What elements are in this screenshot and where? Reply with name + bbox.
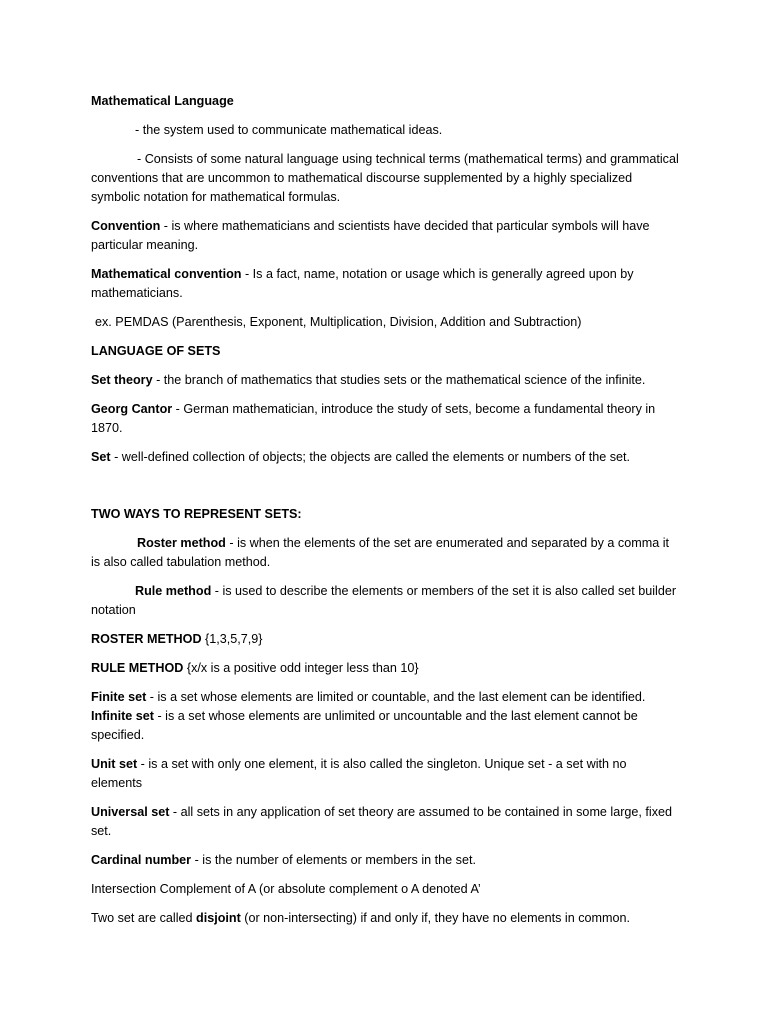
math-convention-paragraph: Mathematical convention - Is a fact, name, notation or usage which is generally agreed upon by mathematicians. xyxy=(91,267,634,300)
infinite-set-term: Infinite set xyxy=(91,709,154,723)
definition-system: - the system used to communicate mathematical ideas. xyxy=(135,123,443,137)
disjoint-paragraph: Two set are called disjoint (or non-intersecting) if and only if, they have no elements in common. xyxy=(91,911,630,925)
document-title: Mathematical Language xyxy=(91,94,234,108)
universal-set-term: Universal set xyxy=(91,805,170,819)
two-ways-heading: TWO WAYS TO REPRESENT SETS: xyxy=(91,507,302,521)
rule-paragraph: Rule method - is used to describe the elements or members of the set it is also called set builder notation xyxy=(91,584,677,617)
math-convention-term: Mathematical convention xyxy=(91,267,242,281)
pemdas-example: ex. PEMDAS (Parenthesis, Exponent, Multiplication, Division, Addition and Subtraction) xyxy=(95,315,582,329)
cantor-term: Georg Cantor xyxy=(91,402,173,416)
definition-consists: - Consists of some natural language using technical terms (mathematical terms) and grammatical conventions that are uncommon to mathematical discourse supplemented by a highly specialized symbolic notation for mathematical formulas. xyxy=(91,152,679,204)
convention-term: Convention xyxy=(91,219,161,233)
finite-set-paragraph: Finite set - is a set whose elements are limited or countable, and the last element can be identified. xyxy=(91,690,646,704)
intersection-paragraph: Intersection Complement of A (or absolute complement o A denoted A’ xyxy=(91,882,481,896)
cardinal-number-paragraph: Cardinal number - is the number of elements or members in the set. xyxy=(91,853,476,867)
universal-set-paragraph: Universal set - all sets in any application of set theory are assumed to be contained in some large, fixed set. xyxy=(91,805,673,838)
infinite-set-paragraph: Infinite set - is a set whose elements are unlimited or uncountable and the last element cannot be specified. xyxy=(91,709,638,742)
roster-example: ROSTER METHOD {1,3,5,7,9} xyxy=(91,632,263,646)
set-term: Set xyxy=(91,450,111,464)
set-theory-paragraph: Set theory - the branch of mathematics that studies sets or the mathematical science of the infinite. xyxy=(91,373,646,387)
finite-set-term: Finite set xyxy=(91,690,147,704)
roster-term: Roster method xyxy=(137,536,226,550)
set-theory-term: Set theory xyxy=(91,373,153,387)
disjoint-term: disjoint xyxy=(196,911,241,925)
unit-set-paragraph: Unit set - is a set with only one element, it is also called the singleton. Unique set - a set with no elements xyxy=(91,757,627,790)
rule-term: Rule method xyxy=(135,584,212,598)
document-body xyxy=(91,92,681,938)
cardinal-number-term: Cardinal number xyxy=(91,853,192,867)
rule-example: RULE METHOD {x/x is a positive odd integer less than 10} xyxy=(91,661,419,675)
sets-heading: LANGUAGE OF SETS xyxy=(91,344,221,358)
set-paragraph: Set - well-defined collection of objects; the objects are called the elements or numbers of the set. xyxy=(91,450,631,464)
cantor-paragraph: Georg Cantor - German mathematician, introduce the study of sets, become a fundamental theory in 1870. xyxy=(91,402,656,435)
unit-set-term: Unit set xyxy=(91,757,138,771)
convention-paragraph: Convention - is where mathematicians and scientists have decided that particular symbols will have particular meaning. xyxy=(91,219,650,252)
roster-paragraph: Roster method - is when the elements of the set are enumerated and separated by a comma it is also called tabulation method. xyxy=(91,536,669,569)
